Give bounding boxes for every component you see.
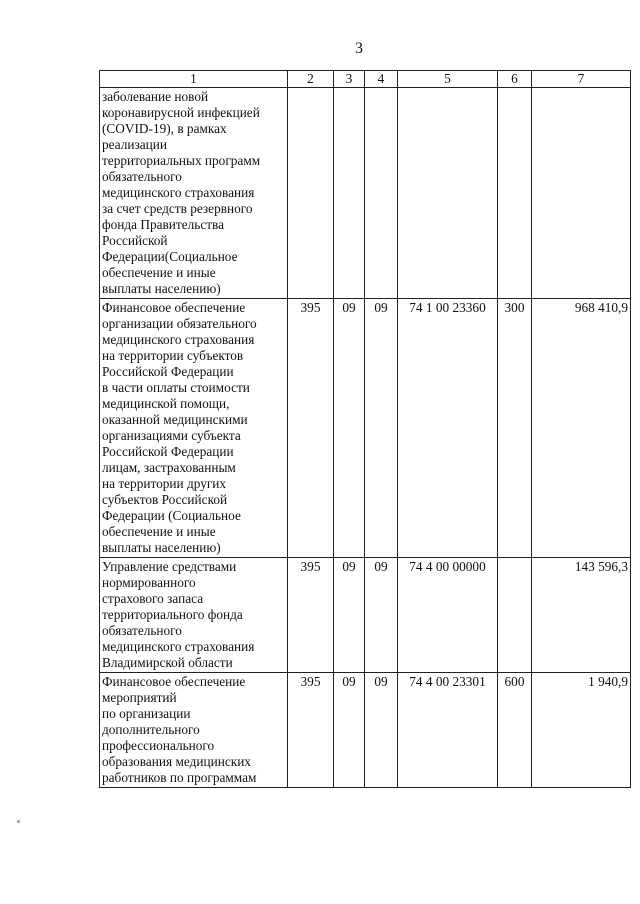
section-code: 09: [334, 673, 365, 788]
subsection-code: 09: [365, 558, 398, 673]
expense-type-code: [498, 88, 532, 299]
column-header: 4: [365, 71, 398, 88]
column-header: 1: [100, 71, 288, 88]
column-header: 2: [288, 71, 334, 88]
admin-code: 395: [288, 558, 334, 673]
budget-table: [99, 70, 631, 788]
column-header: 5: [398, 71, 498, 88]
row-name: Финансовое обеспечение мероприятий по организации дополнительного профессионального образования медицинских работников по программам: [100, 673, 288, 788]
scan-speck: [17, 820, 20, 823]
section-code: 09: [334, 299, 365, 558]
column-header: 6: [498, 71, 532, 88]
table-row: [100, 299, 631, 558]
subsection-code: 09: [365, 299, 398, 558]
admin-code: 395: [288, 673, 334, 788]
amount: 1 940,9: [532, 673, 631, 788]
page-number: 3: [355, 40, 363, 57]
expense-type-code: [498, 558, 532, 673]
expense-type-code: 600: [498, 673, 532, 788]
amount: 143 596,3: [532, 558, 631, 673]
row-name: Финансовое обеспечение организации обязательного медицинского страхования на территории субъектов Российской Федерации в части оплаты стоимости медицинской помощи, оказанной медицинскими организациями субъекта Российской Федерации лицам, застрахованным на территории других субъектов Российской Федерации (Социальное обеспечение и иные выплаты населению): [100, 299, 288, 558]
target-article-code: 74 4 00 00000: [398, 558, 498, 673]
row-name: Управление средствами нормированного страхового запаса территориального фонда обязательного медицинского страхования Владимирской области: [100, 558, 288, 673]
admin-code: [288, 88, 334, 299]
subsection-code: [365, 88, 398, 299]
section-code: 09: [334, 558, 365, 673]
section-code: [334, 88, 365, 299]
table-row: [100, 558, 631, 673]
table-row: [100, 673, 631, 788]
amount: [532, 88, 631, 299]
table-row: [100, 88, 631, 299]
amount: 968 410,9: [532, 299, 631, 558]
target-article-code: 74 4 00 23301: [398, 673, 498, 788]
row-name: заболевание новой коронавирусной инфекцией (COVID-19), в рамках реализации территориальных программ обязательного медицинского страхования за счет средств резервного фонда Правительства Российской Федерации(Социальное обеспечение и иные выплаты населению): [100, 88, 288, 299]
target-article-code: [398, 88, 498, 299]
target-article-code: 74 1 00 23360: [398, 299, 498, 558]
admin-code: 395: [288, 299, 334, 558]
expense-type-code: 300: [498, 299, 532, 558]
header-row: [100, 71, 631, 88]
subsection-code: 09: [365, 673, 398, 788]
column-header: 7: [532, 71, 631, 88]
column-header: 3: [334, 71, 365, 88]
